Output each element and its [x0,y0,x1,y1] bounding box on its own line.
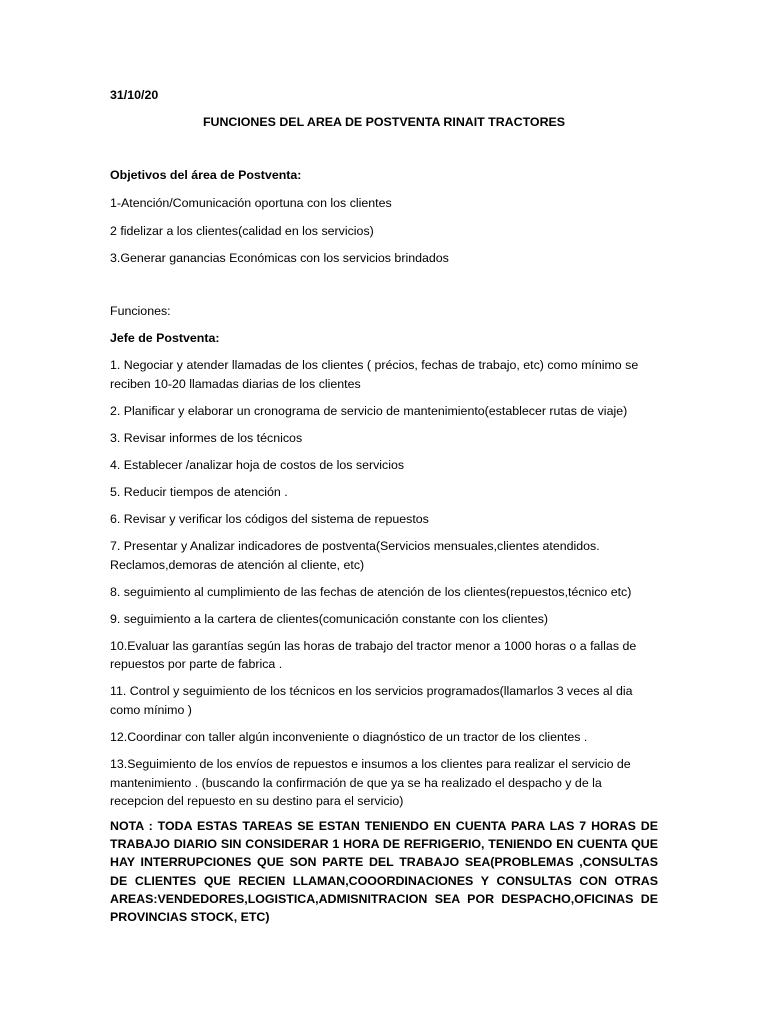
function-item: 12.Coordinar con taller algún inconveniente o diagnóstico de un tractor de los clientes . [110,730,588,745]
function-item: 5. Reducir tiempos de atención . [110,484,288,499]
function-item: 3. Revisar informes de los técnicos [110,430,303,445]
functions-list [110,356,658,819]
function-item: 7. Presentar y Analizar indicadores de postventa(Servicios mensuales,clientes atendidos. Reclamos,demoras de atención al cliente, etc) [110,539,600,572]
role-heading: Jefe de Postventa: [110,331,220,345]
function-item: 11. Control y seguimiento de los técnicos en los servicios programados(llamarlos 3 veces al dia como mínimo ) [110,684,633,717]
document-title: FUNCIONES DEL AREA DE POSTVENTA RINAIT TRACTORES [202,115,566,129]
document-date: 31/10/20 [110,88,159,102]
objective-item: 1-Atención/Comunicación oportuna con los clientes [110,196,392,210]
function-item: 2. Planificar y elaborar un cronograma de servicio de mantenimiento(establecer rutas de viaje) [110,403,628,418]
objectives-list [110,194,449,277]
function-item: 10.Evaluar las garantías según las horas de trabajo del tractor menor a 1000 horas o a fallas de repuestos por parte de fabrica . [110,638,637,672]
note-paragraph: NOTA : TODA ESTAS TAREAS SE ESTAN TENIENDO EN CUENTA PARA LAS 7 HORAS DE TRABAJO DIARIO SIN CONSIDERAR 1 HORA DE REFRIGERIO, TENIENDO EN CUENTA QUE HAY INTERRUPCIONES QUE SON PARTE DEL TRABAJO SEA(PROBLEMAS ,CONSULTAS DE CLIENTES QUE RECIEN LLAMAN,COOORDINACIONES Y CONSULTAS CON OTRAS AREAS:VENDEDORES,LOGISTICA,ADMISNITRACION SEA POR DESPACHO,OFICINAS DE PROVINCIAS STOCK, ETC) [110,819,658,925]
function-item: 1. Negociar y atender llamadas de los clientes ( précios, fechas de trabajo, etc) como mínimo se reciben 10-20 llamadas diarias de los clientes [110,358,639,391]
function-item: 8. seguimiento al cumplimiento de las fechas de atención de los clientes(repuestos,técnico etc) [110,584,632,599]
objective-item: 3.Generar ganancias Económicas con los servicios brindados [110,251,449,265]
objective-item: 2 fidelizar a los clientes(calidad en los servicios) [110,223,374,238]
function-item: 4. Establecer /analizar hoja de costos de los servicios [110,457,405,472]
function-item: 13.Seguimiento de los envíos de repuestos e insumos a los clientes para realizar el servicio de mantenimiento . (buscando la confirmación de que ya se ha realizado el despacho y de la recepcion del repuesto en su destino para el servicio) [110,757,631,809]
objectives-heading: Objetivos del área de Postventa: [110,168,302,182]
functions-label: Funciones: [110,304,171,318]
function-item: 6. Revisar y verificar los códigos del sistema de repuestos [110,511,429,526]
function-item: 9. seguimiento a la cartera de clientes(comunicación constante con los clientes) [110,611,549,626]
